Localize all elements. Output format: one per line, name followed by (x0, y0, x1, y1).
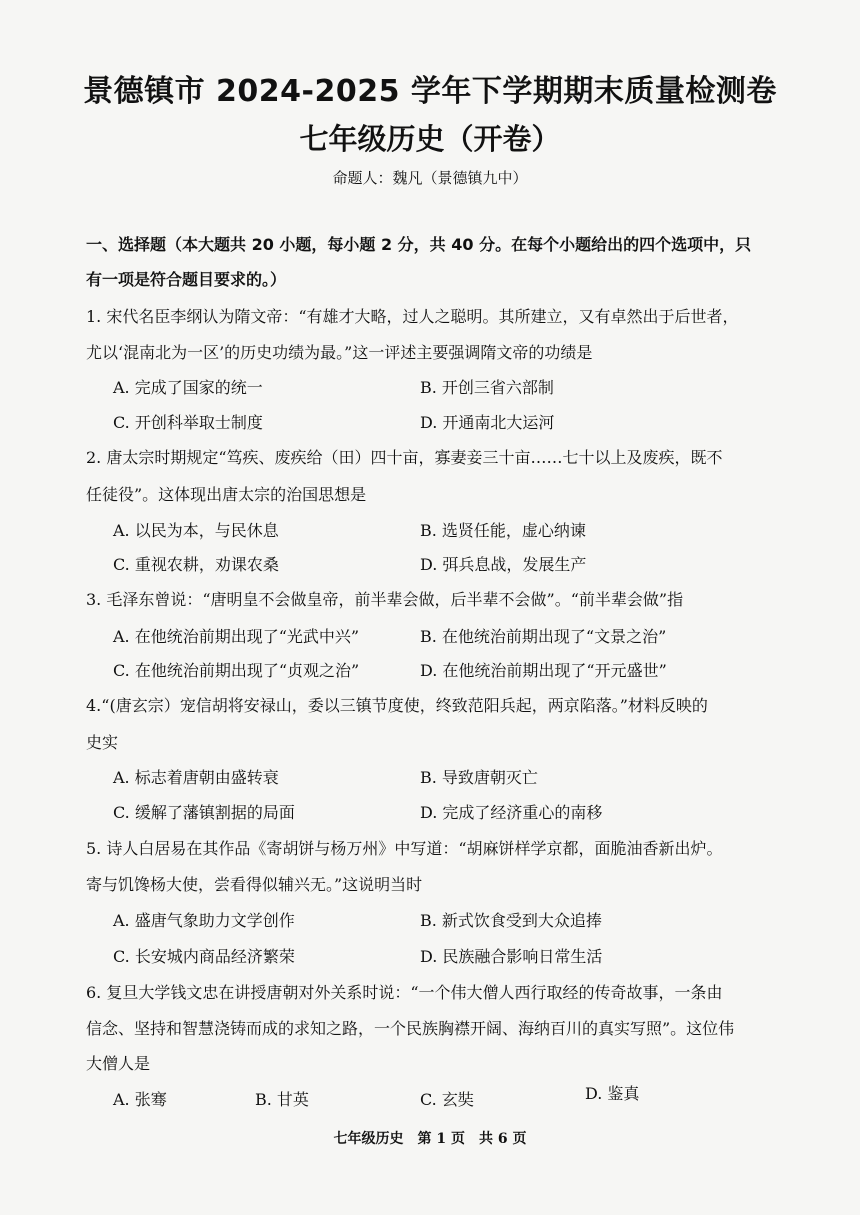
question-6-option-a: A. 张骞 (113, 1090, 167, 1109)
question-1-option-c: C. 开创科举取士制度 (113, 413, 263, 432)
question-4-option-b: B. 导致唐朝灭亡 (420, 768, 538, 787)
question-3-option-a: A. 在他统治前期出现了“光武中兴” (113, 627, 360, 646)
question-4-line-2: 史实 (86, 733, 119, 752)
question-2-option-d: D. 弭兵息战，发展生产 (420, 555, 587, 574)
section-heading-line-2: 有一项是符合题目要求的。） (86, 270, 287, 289)
question-5-option-c: C. 长安城内商品经济繁荣 (113, 947, 295, 966)
question-6-option-c: C. 玄奘 (420, 1090, 474, 1109)
section-heading-line-1: 一、选择题（本大题共 20 小题，每小题 2 分，共 40 分。在每个小题给出的四个选项中，只 (86, 235, 752, 254)
question-5-option-d: D. 民族融合影响日常生活 (420, 947, 603, 966)
question-6-line-2: 信念、坚持和智慧浇铸而成的求知之路，一个民族胸襟开阔、海纳百川的真实写照”。这位伟 (86, 1019, 735, 1038)
page-footer: 七年级历史 第 1 页 共 6 页 (333, 1131, 527, 1147)
question-2-option-c: C. 重视农耕，劝课农桑 (113, 555, 279, 574)
question-5-line-1: 5. 诗人白居易在其作品《寄胡饼与杨万州》中写道：“胡麻饼样学京都，面脆油香新出炉。 (86, 839, 723, 858)
question-5-option-a: A. 盛唐气象助力文学创作 (113, 911, 295, 930)
question-1-option-d: D. 开通南北大运河 (420, 413, 555, 432)
question-6-option-b: B. 甘英 (255, 1090, 309, 1109)
question-4-option-a: A. 标志着唐朝由盛转衰 (113, 768, 279, 787)
question-2-option-b: B. 选贤任能，虚心纳谏 (420, 521, 586, 540)
question-2-line-2: 任徒役”。这体现出唐太宗的治国思想是 (86, 485, 367, 504)
question-1-line-1: 1. 宋代名臣李纲认为隋文帝：“有雄才大略，过人之聪明。其所建立，又有卓然出于后世者， (86, 307, 739, 326)
question-6-option-d: D. 鉴真 (585, 1084, 640, 1103)
question-4-line-1: 4.“(唐玄宗）宠信胡将安禄山，委以三镇节度使，终致范阳兵起，两京陷落。”材料反映的 (86, 696, 708, 715)
exam-author: 命题人：魏凡（景德镇九中） (332, 169, 528, 187)
question-1-option-b: B. 开创三省六部制 (420, 378, 554, 397)
question-4-option-c: C. 缓解了藩镇割据的局面 (113, 803, 295, 822)
question-3-option-c: C. 在他统治前期出现了“贞观之治” (113, 661, 360, 680)
question-5-line-2: 寄与饥馋杨大使，尝看得似辅兴无。”这说明当时 (86, 875, 423, 894)
question-2-option-a: A. 以民为本，与民休息 (113, 521, 279, 540)
question-1-option-a: A. 完成了国家的统一 (113, 378, 263, 397)
question-3-option-d: D. 在他统治前期出现了“开元盛世” (420, 661, 667, 680)
exam-title: 景德镇市 2024-2025 学年下学期期末质量检测卷 (83, 74, 777, 109)
question-6-line-3: 大僧人是 (86, 1054, 151, 1073)
question-6-line-1: 6. 复旦大学钱文忠在讲授唐朝对外关系时说：“一个伟大僧人西行取经的传奇故事，一条由 (86, 983, 723, 1002)
question-1-line-2: 尤以‘混南北为一区’的历史功绩为最。”这一评述主要强调隋文帝的功绩是 (86, 343, 593, 362)
question-5-option-b: B. 新式饮食受到大众追捧 (420, 911, 602, 930)
question-4-option-d: D. 完成了经济重心的南移 (420, 803, 603, 822)
exam-subtitle: 七年级历史（开卷） (299, 122, 561, 156)
question-3-line-1: 3. 毛泽东曾说：“唐明皇不会做皇帝，前半辈会做，后半辈不会做”。“前半辈会做”指 (86, 590, 684, 609)
question-3-option-b: B. 在他统治前期出现了“文景之治” (420, 627, 667, 646)
question-2-line-1: 2. 唐太宗时期规定“笃疾、废疾给（田）四十亩，寡妻妾三十亩……七十以上及废疾，既不 (86, 448, 723, 467)
